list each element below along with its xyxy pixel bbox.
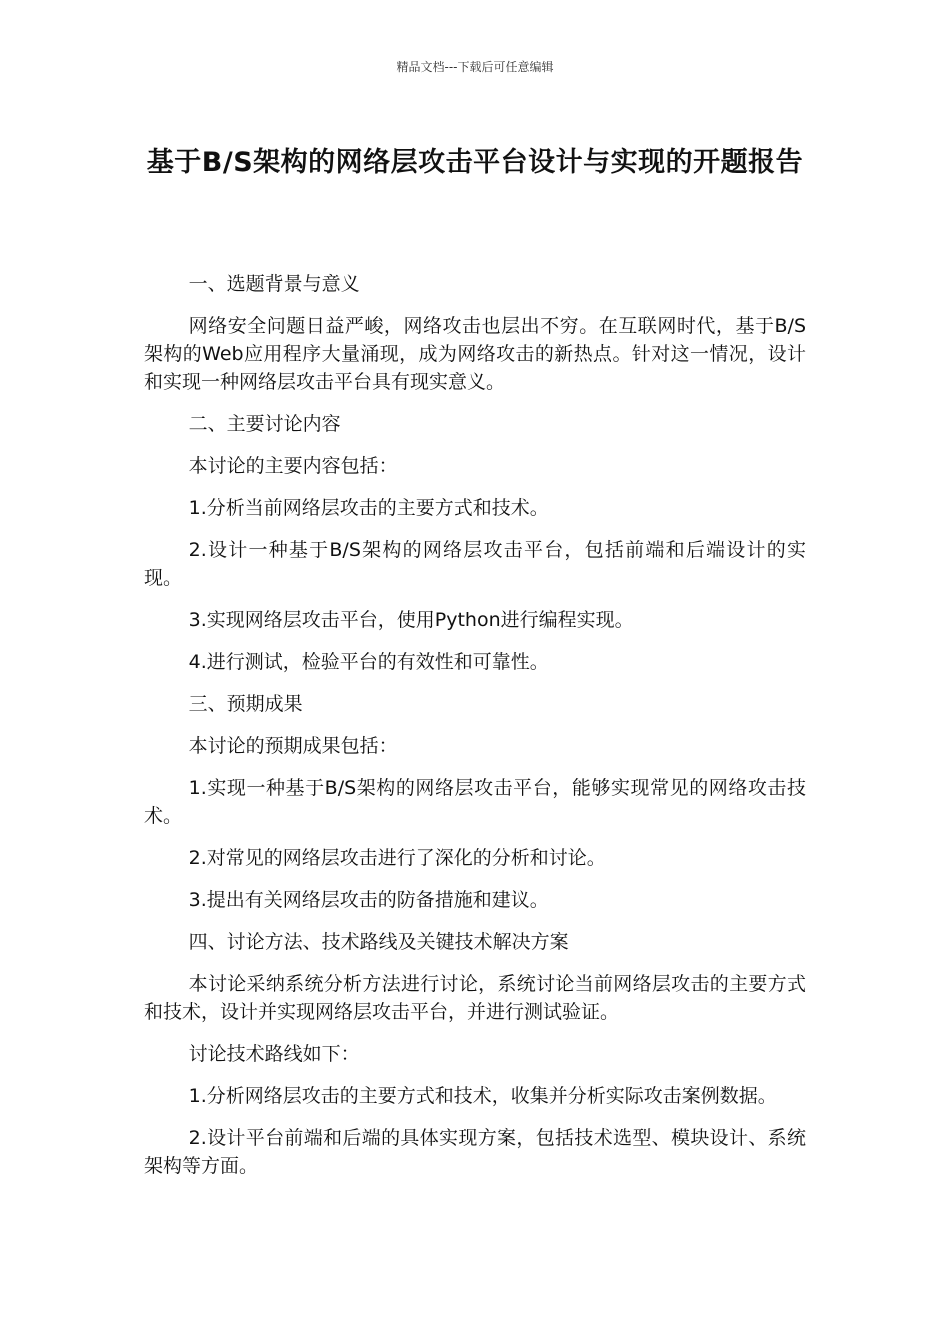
list-item: 2.设计一种基于B/S架构的网络层攻击平台，包括前端和后端设计的实现。 bbox=[144, 539, 806, 589]
list-item: 2.设计平台前端和后端的具体实现方案，包括技术选型、模块设计、系统架构等方面。 bbox=[144, 1127, 806, 1177]
list-item: 2.对常见的网络层攻击进行了深化的分析和讨论。 bbox=[188, 847, 606, 869]
list-item: 1.分析当前网络层攻击的主要方式和技术。 bbox=[188, 497, 549, 519]
list-item: 1.分析网络层攻击的主要方式和技术，收集并分析实际攻击案例数据。 bbox=[188, 1085, 777, 1107]
list-item: 1.实现一种基于B/S架构的网络层攻击平台，能够实现常见的网络攻击技术。 bbox=[144, 777, 806, 827]
paragraph-intro-content: 本讨论的主要内容包括： bbox=[188, 455, 398, 477]
list-item: 4.进行测试，检验平台的有效性和可靠性。 bbox=[188, 651, 549, 673]
paragraph-methods: 本讨论采纳系统分析方法进行讨论，系统讨论当前网络层攻击的主要方式和技术，设计并实现网络层攻击平台，并进行测试验证。 bbox=[144, 973, 806, 1023]
section-heading-2: 二、主要讨论内容 bbox=[188, 413, 341, 435]
paragraph-background: 网络安全问题日益严峻，网络攻击也层出不穷。在互联网时代，基于B/S架构的Web应用程序大量涌现，成为网络攻击的新热点。针对这一情况，设计和实现一种网络层攻击平台具有现实意义。 bbox=[144, 315, 806, 393]
document-body bbox=[144, 270, 806, 1194]
list-item: 3.提出有关网络层攻击的防备措施和建议。 bbox=[188, 889, 549, 911]
document-title: 基于B/S架构的网络层攻击平台设计与实现的开题报告 bbox=[146, 147, 804, 178]
section-heading-4: 四、讨论方法、技术路线及关键技术解决方案 bbox=[188, 931, 569, 953]
paragraph-intro-results: 本讨论的预期成果包括： bbox=[188, 735, 398, 757]
section-heading-3: 三、预期成果 bbox=[188, 693, 303, 715]
list-item: 3.实现网络层攻击平台，使用Python进行编程实现。 bbox=[188, 609, 634, 631]
paragraph-intro-route: 讨论技术路线如下： bbox=[188, 1043, 360, 1065]
section-heading-1: 一、选题背景与意义 bbox=[188, 273, 360, 295]
page-header: 精品文档---下载后可任意编辑 bbox=[396, 60, 554, 74]
